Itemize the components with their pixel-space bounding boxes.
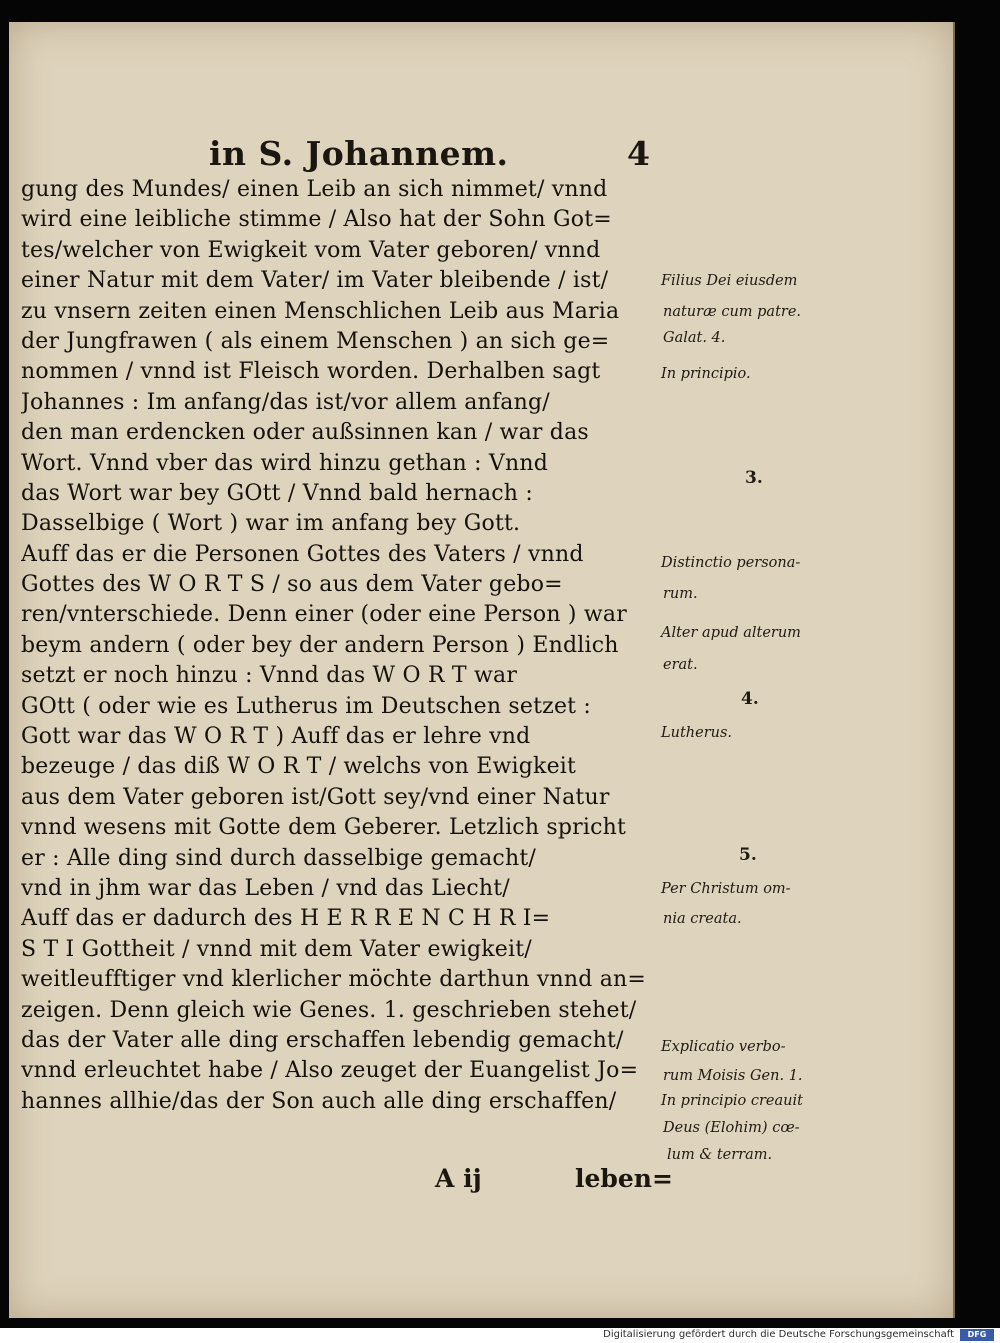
margin-note: naturæ cum patre. (663, 304, 802, 320)
text-line: der Jungfrawen ( als einem Menschen ) an sich ge= (21, 328, 610, 354)
margin-note: Deus (Elohim) cœ- (663, 1120, 800, 1136)
text-line: den man erdencken oder außsinnen kan / war das (21, 420, 589, 446)
text-line: vnnd wesens mit Gotte dem Geberer. Letzlich spricht (21, 815, 627, 841)
margin-note: lum & terram. (667, 1147, 773, 1163)
text-line: bezeuge / das diß W O R T / welchs von Ewigkeit (21, 754, 577, 780)
text-line: Auff das er die Personen Gottes des Vaters / vnnd (21, 541, 584, 567)
text-line: aus dem Vater geboren ist/Gott sey/vnd einer Natur (21, 784, 610, 810)
margin-number: 3. (745, 468, 763, 488)
text-line: tes/welcher von Ewigkeit vom Vater geboren/ vnnd (21, 237, 601, 263)
page-header (9, 134, 953, 174)
margin-note: Explicatio verbo- (661, 1039, 786, 1055)
margin-note: Filius Dei eiusdem (661, 273, 798, 289)
running-head: in S. Johannem. (209, 134, 509, 173)
margin-note: In principio creauit (661, 1093, 803, 1109)
text-line: das Wort war bey GOtt / Vnnd bald hernach : (21, 480, 533, 506)
text-line: das der Vater alle ding erschaffen lebendig gemacht/ (21, 1027, 624, 1053)
page-number: 4 (627, 134, 650, 173)
text-line: Gott war das W O R T ) Auff das er lehre vnd (21, 724, 531, 750)
text-line: er : Alle ding sind durch dasselbige gemacht/ (21, 845, 536, 871)
text-line: beym andern ( oder bey der andern Person ) Endlich (21, 632, 619, 658)
text-line: zeigen. Denn gleich wie Genes. 1. geschrieben stehet/ (21, 997, 637, 1023)
dfg-logo-icon: DFG (960, 1329, 994, 1341)
text-line: nommen / vnnd ist Fleisch worden. Derhalben sagt (21, 359, 601, 385)
text-line: Wort. Vnnd vber das wird hinzu gethan : Vnnd (21, 450, 549, 476)
margin-note: nia creata. (663, 911, 742, 927)
text-line: Dasselbige ( Wort ) war im anfang bey Gott. (21, 511, 521, 537)
text-line: einer Natur mit dem Vater/ im Vater bleibende / ist/ (21, 268, 609, 294)
margin-note: Distinctio personа- (661, 555, 801, 571)
text-line: Johannes : Im anfang/das ist/vor allem anfang/ (21, 389, 550, 415)
book-page (9, 22, 955, 1318)
digitization-footer (0, 1328, 1000, 1343)
text-line: GOtt ( oder wie es Lutherus im Deutschen setzet : (21, 693, 592, 719)
text-line: ren/vnterschiede. Denn einer (oder eine Person ) war (21, 602, 627, 628)
text-line: S T I Gottheit / vnnd mit dem Vater ewigkeit/ (21, 936, 532, 962)
text-line: weitleufftiger vnd klerlicher möchte darthun vnnd an= (21, 967, 647, 993)
text-line: Gottes des W O R T S / so aus dem Vater gebo= (21, 572, 563, 598)
text-line: zu vnsern zeiten einen Menschlichen Leib aus Maria (21, 298, 620, 324)
text-line: hannes allhie/das der Son auch alle ding erschaffen/ (21, 1088, 617, 1114)
catchword: leben= (575, 1164, 673, 1193)
body-text (21, 175, 803, 1163)
margin-note: In principio. (661, 366, 751, 382)
margin-note: Alter apud alterum (661, 625, 801, 641)
text-line: vnd in jhm war das Leben / vnd das Liecht/ (21, 875, 510, 901)
margin-number: 4. (741, 689, 759, 709)
page-foot (9, 1164, 953, 1198)
text-line: wird eine leibliche stimme / Also hat der Sohn Got= (21, 207, 612, 233)
text-line: setzt er noch hinzu : Vnnd das W O R T war (21, 663, 518, 689)
margin-note: rum. (663, 586, 698, 602)
margin-number: 5. (739, 845, 757, 865)
margin-note: Lutherus. (661, 725, 733, 741)
margin-note: Galat. 4. (663, 330, 726, 346)
margin-note: Per Christum om- (661, 881, 791, 897)
text-line: gung des Mundes/ einen Leib an sich nimmet/ vnnd (21, 177, 608, 202)
text-line: Auff das er dadurch des H E R R E N C H R I= (21, 906, 551, 932)
margin-note: erat. (663, 657, 698, 673)
text-line: vnnd erleuchtet habe / Also zeuget der Euangelist Jo= (21, 1058, 639, 1084)
signature-mark: A ij (435, 1164, 482, 1193)
funding-credit: Digitalisierung gefördert durch die Deutsche Forschungsgemeinschaft (603, 1329, 954, 1340)
margin-note: rum Moisis Gen. 1. (663, 1068, 803, 1084)
